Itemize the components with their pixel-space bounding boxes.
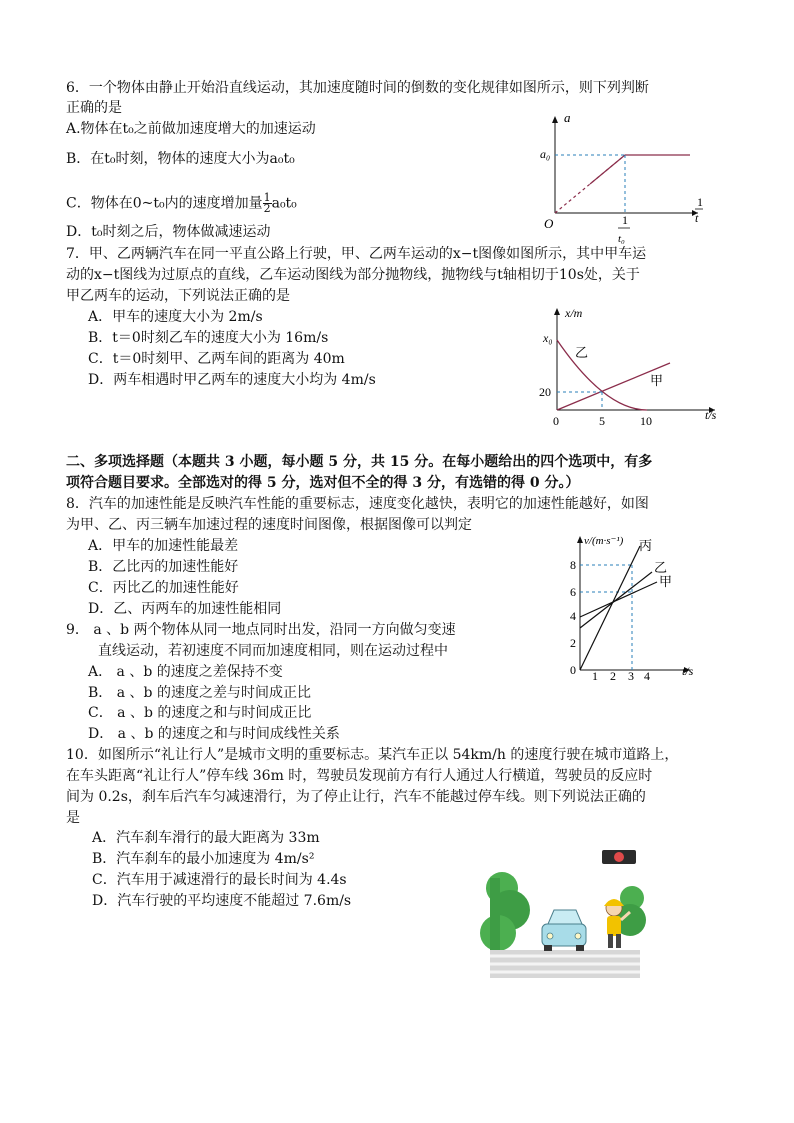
q8-y-label: v/(m·s⁻¹): [584, 535, 624, 547]
q9-option-d: D． a 、b 的速度之和与时间成线性关系: [88, 726, 340, 742]
q6-graph: [530, 108, 710, 248]
q6-stem-line2: 正确的是: [66, 100, 122, 116]
q6-x-tick-den: t₀: [618, 233, 625, 245]
q6-x-tick-num: 1: [622, 213, 628, 227]
q8-option-b: B．乙比丙的加速性能好: [88, 559, 239, 575]
q6-option-c-text: C．物体在0~t₀内的速度增加量: [66, 195, 263, 212]
q6-option-c: [66, 193, 297, 214]
q7-option-c: C．t＝0时刻甲、乙两车间的距离为 40m: [88, 351, 345, 367]
q7-x-label: t/s: [705, 408, 717, 422]
fraction-numerator: 1: [263, 191, 271, 204]
fraction-denominator: 2: [263, 202, 271, 215]
q9-option-c: C． a 、b 的速度之和与时间成正比: [88, 705, 312, 721]
arrow-icon: [554, 308, 560, 315]
section2-heading-line2: 项符合题目要求。全部选对的得 5 分，选对但不全的得 3 分，有选错的得 0 分。）: [66, 475, 580, 491]
q10-stem-line1: 10．如图所示“礼让行人”是城市文明的重要标志。某汽车正以 54km/h 的速度行驶在城市道路上，: [66, 747, 679, 763]
q7-y-tick-x0: x₀: [543, 331, 553, 345]
q6-option-b: B．在t₀时刻，物体的速度大小为a₀t₀: [66, 151, 295, 167]
q8-label-jia: 甲: [659, 574, 673, 589]
q6-option-c-fraction: [263, 193, 272, 214]
q10-stem-line3: 间为 0.2s，刹车后汽车匀减速滑行，为了停止让行，汽车不能越过停车线。则下列说法正确的: [66, 789, 646, 805]
q8-y-tick-2: 2: [570, 636, 576, 650]
q8-y-tick-4: 4: [570, 609, 576, 623]
q7-y-tick-20: 20: [539, 385, 551, 399]
q7-option-d: D．两车相遇时甲乙两车的速度大小均为 4m/s: [88, 372, 376, 388]
q6-x-label-num: 1: [697, 195, 703, 209]
q7-x-tick-5: 5: [599, 414, 605, 428]
q7-y-label: x/m: [565, 306, 583, 320]
q8-line-jia: [580, 582, 657, 617]
q9-option-b: B． a 、b 的速度之差与时间成正比: [88, 685, 311, 701]
q6-option-d: D．t₀时刻之后，物体做减速运动: [66, 224, 271, 240]
q10-option-c: C．汽车用于减速滑行的最长时间为 4.4s: [92, 872, 347, 888]
q7-label-jia: 甲: [650, 373, 664, 388]
q6-x-label-den: t: [695, 211, 699, 225]
q10-stem-line2: 在车头距离“礼让行人”停车线 36m 时，驾驶员发现前方有行人通过人行横道，驾驶员的反应时: [66, 768, 653, 784]
q8-graph: [562, 532, 712, 682]
q8-label-bing: 丙: [639, 538, 653, 553]
q8-x-tick-3: 3: [628, 669, 634, 683]
q6-y-tick: a₀: [540, 147, 551, 161]
q7-x-tick-10: 10: [640, 414, 652, 428]
q9-stem-line2: 直线运动，若初速度不同而加速度相同，则在运动过程中: [98, 643, 448, 659]
q6-stem-line1: 6．一个物体由静止开始沿直线运动，其加速度随时间的倒数的变化规律如图所示，则下列判断: [66, 80, 649, 96]
q8-option-c: C．丙比乙的加速性能好: [88, 580, 239, 596]
q8-x-tick-1: 1: [592, 669, 598, 683]
q6-option-a: A.物体在t₀之前做加速度增大的加速运动: [66, 121, 316, 137]
q8-option-a: A．甲车的加速性能最差: [88, 538, 239, 554]
q7-stem-line3: 甲乙两车的运动，下列说法正确的是: [66, 288, 290, 304]
q8-stem-line2: 为甲、乙、丙三辆车加速过程的速度时间图像，根据图像可以判定: [66, 517, 472, 533]
q8-y-tick-8: 8: [570, 558, 576, 572]
q6-line-rising: [590, 155, 625, 184]
q8-stem-line1: 8．汽车的加速性能是反映汽车性能的重要标志，速度变化越快，表明它的加速性能越好，如图: [66, 496, 649, 512]
q7-label-yi: 乙: [575, 345, 589, 360]
arrow-icon: [577, 536, 583, 543]
q7-graph: [535, 305, 725, 430]
q7-stem-line2: 动的x−t图线为过原点的直线，乙车运动图线为部分抛物线，抛物线与t轴相切于10s处，关于: [66, 267, 640, 283]
q9-option-a: A． a 、b 的速度之差保持不变: [88, 664, 283, 680]
q8-label-yi: 乙: [654, 560, 668, 575]
q10-option-d: D．汽车行驶的平均速度不能超过 7.6m/s: [92, 893, 352, 909]
q7-stem-line1: 7．甲、乙两辆汽车在同一平直公路上行驶，甲、乙两车运动的x−t图像如图所示，其中甲车运: [66, 246, 647, 262]
q8-x-tick-4: 4: [644, 669, 650, 683]
q10-option-b: B．汽车刹车的最小加速度为 4m/s²: [92, 851, 315, 867]
q6-y-label: a: [564, 110, 571, 125]
q10-option-a: A．汽车刹车滑行的最大距离为 33m: [92, 830, 320, 846]
q7-x-tick-0: 0: [553, 414, 559, 428]
arrow-icon: [552, 116, 558, 123]
q8-x-label: t/s: [682, 664, 694, 678]
q7-option-b: B．t＝0时刻乙车的速度大小为 16m/s: [88, 330, 329, 346]
q6-origin: O: [544, 216, 554, 231]
q8-y-tick-0: 0: [570, 663, 576, 677]
q8-y-tick-6: 6: [570, 585, 576, 599]
q8-x-tick-2: 2: [610, 669, 616, 683]
q6-option-c-tail: a₀t₀: [271, 195, 297, 212]
q10-illustration: [490, 848, 640, 978]
q10-stem-line4: 是: [66, 810, 80, 826]
q8-option-d: D．乙、丙两车的加速性能相同: [88, 601, 282, 617]
q7-option-a: A．甲车的速度大小为 2m/s: [88, 309, 263, 325]
q9-stem-line1: 9． a 、b 两个物体从同一地点同时出发，沿同一方向做匀变速: [66, 622, 456, 638]
section2-heading-line1: 二、多项选择题（本题共 3 小题，每小题 5 分，共 15 分。在每小题给出的四个选项中，有多: [66, 454, 653, 470]
